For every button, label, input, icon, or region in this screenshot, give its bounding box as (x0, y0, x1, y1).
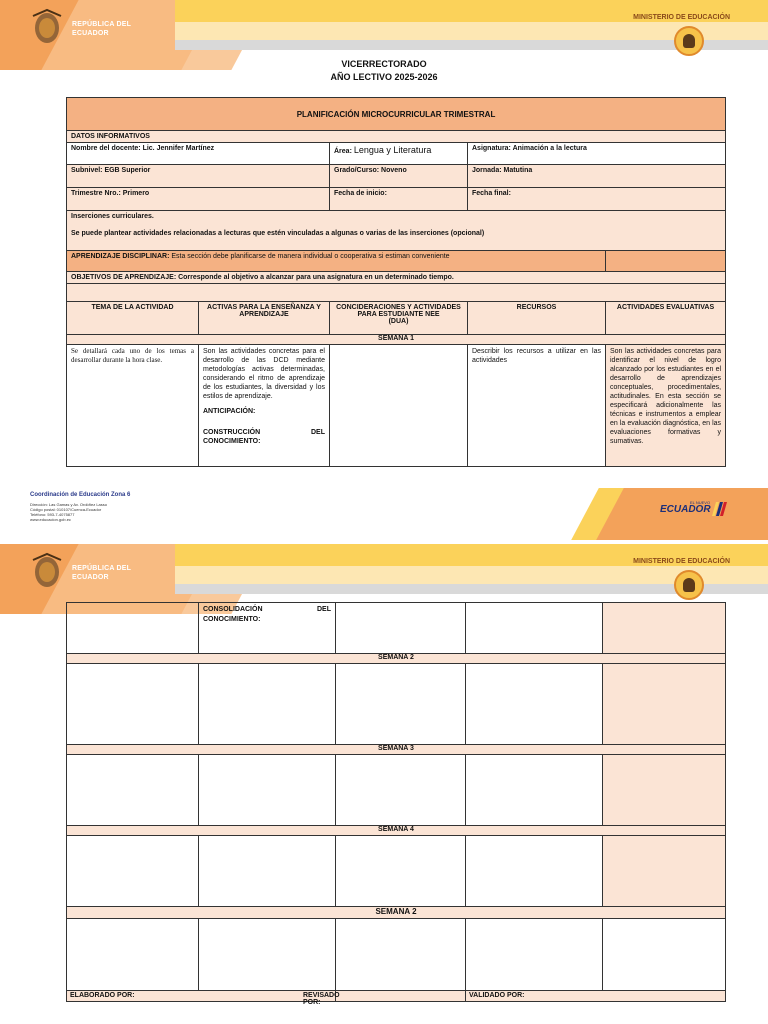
nee-cell (330, 345, 468, 467)
revisado-field: REVISADO POR: (303, 992, 340, 1006)
coat-of-arms-icon (30, 550, 64, 594)
activas-cell (199, 919, 336, 991)
semana4-label: SEMANA 4 (67, 826, 726, 836)
recursos-cell (466, 836, 603, 907)
evaluativas-cell (603, 664, 726, 745)
tema-cell (67, 664, 199, 745)
aprendizaje-disciplinar: APRENDIZAJE DISCIPLINAR: Esta sección debe planificarse de manera individual o cooperativa si estiman conveniente (67, 251, 606, 272)
evaluativas-cell (603, 603, 726, 654)
republica-label: REPÚBLICA DEL ECUADOR (72, 565, 132, 581)
ministry-seal-icon (674, 26, 704, 56)
col-tema-header: TEMA DE LA ACTIVIDAD (67, 302, 199, 335)
plan-table-page2 (66, 602, 726, 1006)
nee-cell (336, 755, 466, 826)
ecuador-logo: ECUADOR (660, 504, 711, 515)
ministry-seal-icon (674, 570, 704, 600)
tema-cell (67, 603, 199, 654)
evaluativas-cell: Son las actividades concretas para identificar el nivel de logro alcanzado por los estudiantes en el desarrollo de aprendizajes conceptuales, procedimentales, actitudinales. En esta sección se especificará adicionalmente las técnicas e instrumentos a emplear en la evaluación diagnóstica, en las evaluaciones formativas y sumativas. (606, 345, 726, 467)
tema-cell: Se detallará cada uno de los temas a desarrollar durante la hora clase. (67, 345, 199, 467)
tema-cell (67, 755, 199, 826)
recursos-cell (466, 664, 603, 745)
datos-informativos: DATOS INFORMATIVOS (67, 131, 726, 143)
spacer-row (67, 284, 726, 302)
fecha-final-field: Fecha final: (468, 188, 726, 211)
semana2-repeat-label: SEMANA 2 (67, 907, 726, 919)
recursos-cell (466, 755, 603, 826)
fecha-inicio-field: Fecha de inicio: (330, 188, 468, 211)
nee-cell (336, 836, 466, 907)
recursos-cell (466, 603, 603, 654)
republica-label: REPÚBLICA DEL ECUADOR (72, 21, 132, 37)
flag-stripes-icon (712, 502, 728, 516)
revisado-cell (336, 991, 466, 1002)
coordinacion-title: Coordinación de Educación Zona 6 (30, 492, 131, 498)
inserciones-section: Inserciones curriculares. Se puede plantear actividades relacionadas a lecturas que estén vinculadas a algunas o varias de las inserciones (opcional) (67, 211, 726, 251)
objetivos-row: OBJETIVOS DE APRENDIZAJE: Corresponde al objetivo a alcanzar para una asignatura en un determinado tiempo. (67, 272, 726, 284)
coat-of-arms-icon (30, 6, 64, 50)
subnivel-field: Subnivel: EGB Superior (67, 165, 330, 188)
docente-field: Nombre del docente: Lic. Jennifer Martínez (67, 143, 330, 165)
area-field: Área: Lengua y Literatura (330, 143, 468, 165)
semana3-label: SEMANA 3 (67, 745, 726, 755)
nee-cell (336, 664, 466, 745)
asignatura-field: Asignatura: Animación a la lectura (468, 143, 726, 165)
elaborado-field: ELABORADO POR: REVISADO POR: (67, 991, 336, 1002)
jornada-field: Jornada: Matutina (468, 165, 726, 188)
col-nee-header: CONCIDERACIONES Y ACTIVIDADES PARA ESTUDIANTE NEE (DUA) (330, 302, 468, 335)
semana1-label: SEMANA 1 (67, 335, 726, 345)
activas-cell (199, 755, 336, 826)
coordinacion-address: Dirección: Las Gamas y Av. Ordóñez Lasso Código postal: 010107/Cuenca-Ecuador Teléfono: 593-7-4075877 www.educacion.gob.ec (30, 502, 107, 522)
aprendizaje-empty (606, 251, 726, 272)
grado-field: Grado/Curso: Noveno (330, 165, 468, 188)
trimestre-field: Trimestre Nro.: Primero (67, 188, 330, 211)
evaluativas-cell (603, 836, 726, 907)
nee-cell (336, 603, 466, 654)
el-nuevo-label: EL NUEVO (690, 500, 711, 505)
page1-footer (0, 488, 768, 544)
col-evaluativas-header: ACTIVIDADES EVALUATIVAS (606, 302, 726, 335)
tema-cell (67, 919, 199, 991)
recursos-cell: Describir los recursos a utilizar en las actividades (468, 345, 606, 467)
plan-table-page1 (66, 97, 726, 467)
col-activas-header: ACTIVAS PARA LA ENSEÑANZA Y APRENDIZAJE (199, 302, 330, 335)
activas-cell: Son las actividades concretas para el desarrollo de las DCD mediante metodologías activas determinadas, considerando el ritmo de aprendizaje de los estudiantes, la diversidad y los estilos de aprendizaje. ANTICIPACIÓN: CONSTRUCCIÓN DEL CONOCIMIENTO: (199, 345, 330, 467)
activas-cell (199, 664, 336, 745)
document-title: VICERRECTORADO AÑO LECTIVO 2025-2026 (330, 59, 438, 82)
validado-field: VALIDADO POR: (466, 991, 726, 1002)
evaluativas-cell (603, 755, 726, 826)
evaluativas-cell (603, 919, 726, 991)
semana2-label: SEMANA 2 (67, 654, 726, 664)
recursos-cell (466, 919, 603, 991)
consolidacion-cell: CONSOLIDACIÓN DEL CONOCIMIENTO: (199, 603, 336, 654)
activas-cell (199, 836, 336, 907)
col-recursos-header: RECURSOS (468, 302, 606, 335)
nee-cell (336, 919, 466, 991)
plan-heading: PLANIFICACIÓN MICROCURRICULAR TRIMESTRAL (67, 98, 726, 131)
tema-cell (67, 836, 199, 907)
ministerio-label: MINISTERIO DE EDUCACIÓN (633, 14, 730, 21)
ministerio-label: MINISTERIO DE EDUCACIÓN (633, 558, 730, 565)
